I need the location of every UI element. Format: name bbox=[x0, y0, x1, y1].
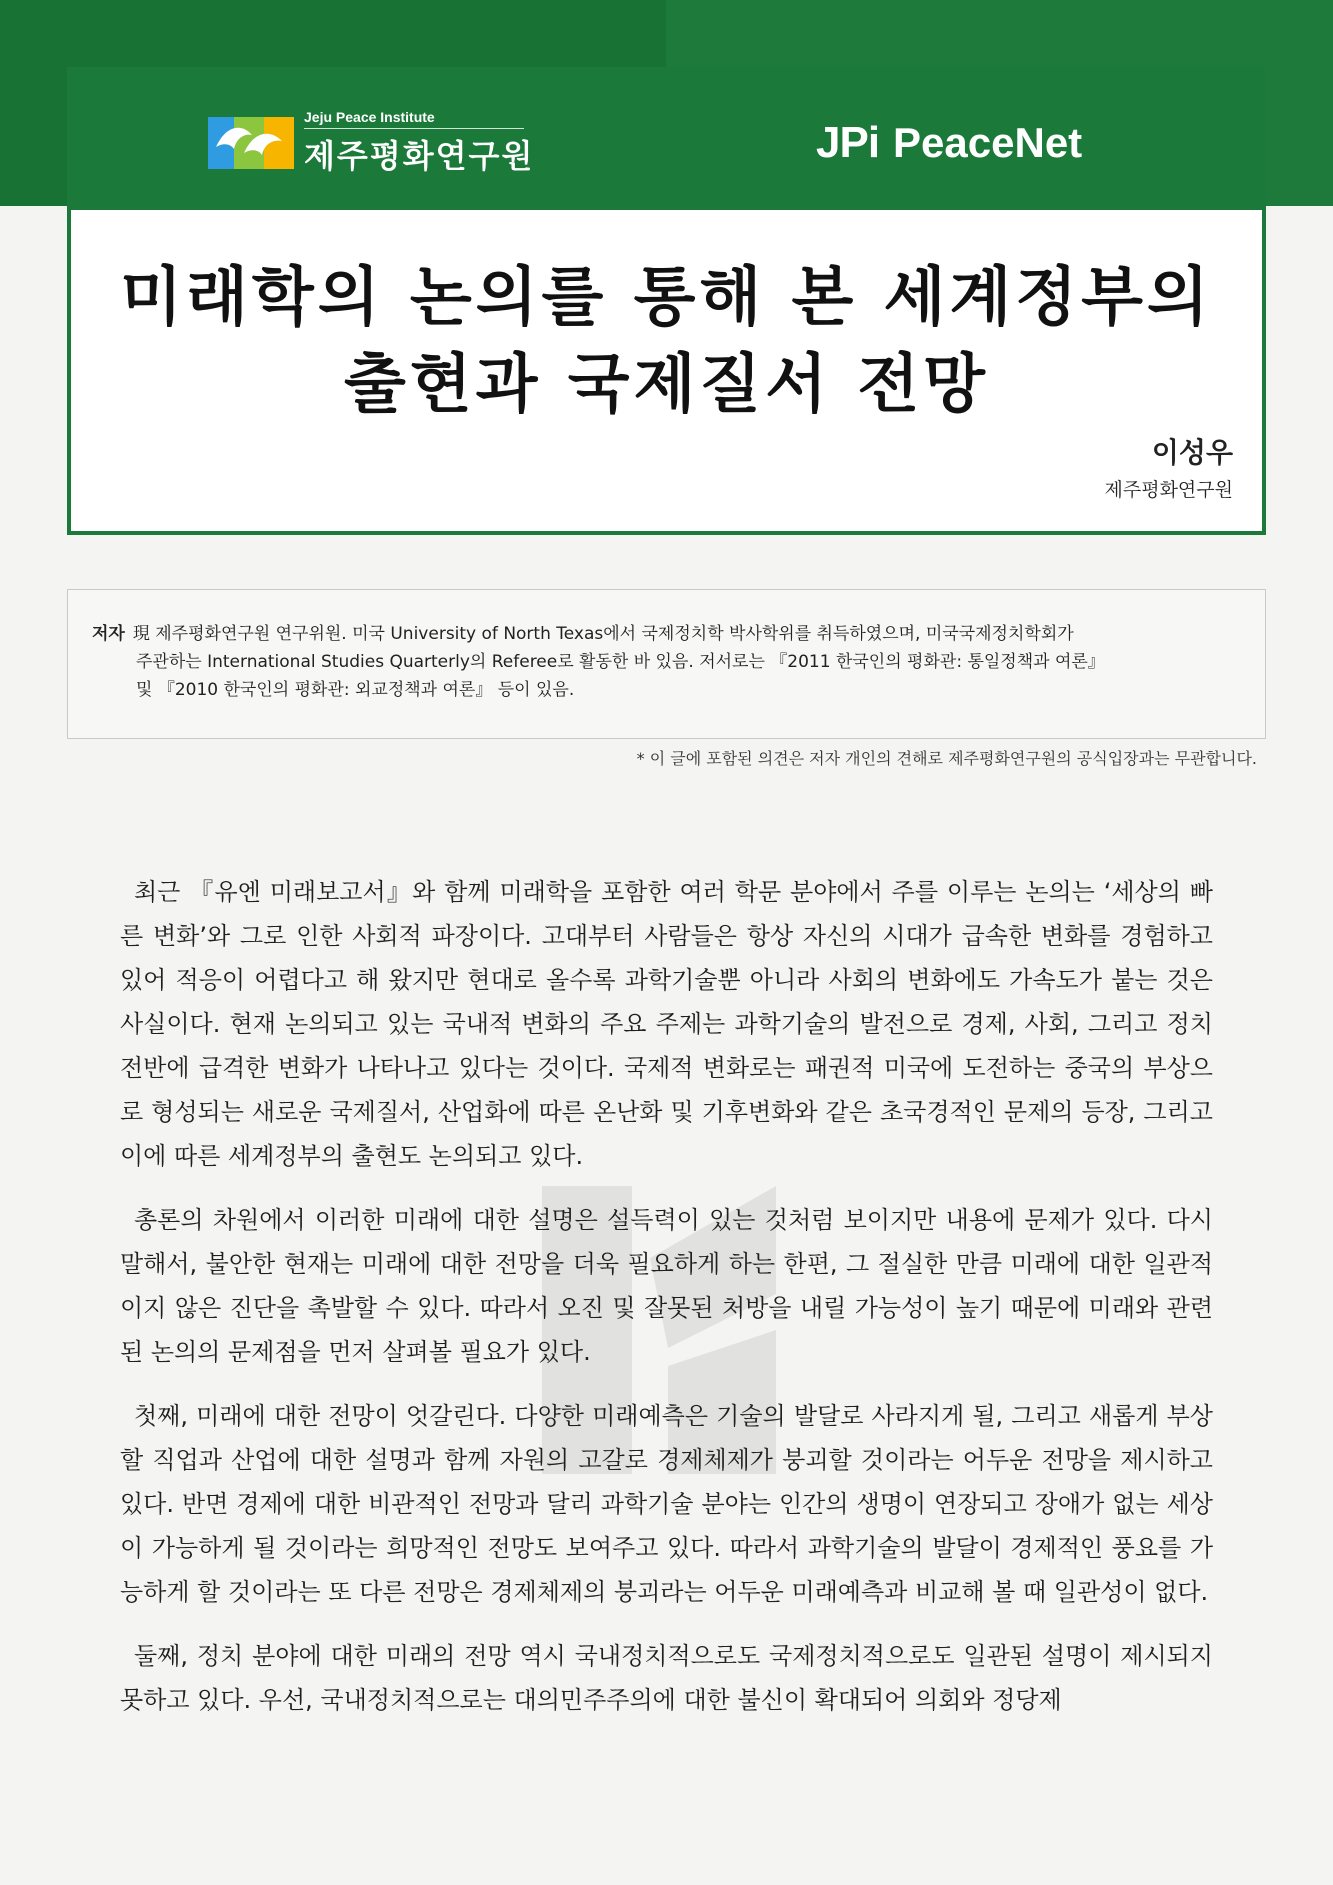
peacenet-wordmark: PeaceNet bbox=[893, 119, 1083, 166]
article-body bbox=[120, 870, 1213, 1742]
logo-english-name: Jeju Peace Institute bbox=[304, 109, 524, 129]
jeju-peace-institute-logo bbox=[208, 111, 534, 175]
body-paragraph-3: 첫째, 미래에 대한 전망이 엇갈린다. 다양한 미래예측은 기술의 발달로 사라지게 될, 그리고 새롭게 부상할 직업과 산업에 대한 설명과 함께 자원의 고갈로 경제체제가 붕괴할 것이라는 어두운 전망을 제시하고 있다. 반면 경제에 대한 비관적인 전망과 달리 과학기술 분야는 인간의 생명이 연장되고 장애가 없는 세상이 가능하게 될 것이라는 희망적인 전망도 보여주고 있다. 따라서 과학기술의 발달이 경제적인 풍요를 가능하게 할 것이라는 또 다른 전망은 경제체제의 붕괴라는 어두운 미래예측과 비교해 볼 때 일관성이 없다. bbox=[120, 1402, 1213, 1606]
logo-korean-name: 제주평화연구원 bbox=[304, 137, 535, 175]
author-bio bbox=[92, 620, 1242, 704]
author-bio-box bbox=[67, 589, 1266, 739]
jpi-wordmark: JPi bbox=[816, 118, 880, 167]
header-frame bbox=[67, 67, 1266, 535]
body-paragraph-2: 총론의 차원에서 이러한 미래에 대한 설명은 설득력이 있는 것처럼 보이지만 내용에 문제가 있다. 다시 말해서, 불안한 현재는 미래에 대한 전망을 더욱 필요하게 하는 한편, 그 절실한 만큼 미래에 대한 일관적이지 않은 진단을 촉발할 수 있다. 따라서 오진 및 잘못된 처방을 내릴 가능성이 높기 때문에 미래와 관련된 논의의 문제점을 먼저 살펴볼 필요가 있다. bbox=[120, 1206, 1213, 1366]
bio-line-3: 및 『2010 한국인의 평화관: 외교정책과 여론』 등이 있음. bbox=[136, 680, 575, 700]
author-name: 이성우 bbox=[1151, 436, 1233, 469]
bio-label: 저자 bbox=[92, 624, 125, 644]
document-title-line-2: 출현과 국제질서 전망 bbox=[344, 348, 989, 422]
bio-line-1: 現 제주평화연구원 연구위원. 미국 University of North Texas에서 국제정치학 박사학위를 취득하였으며, 미국국제정치학회가 bbox=[132, 624, 1074, 644]
disclaimer-note: * 이 글에 포함된 의견은 저자 개인의 견해로 제주평화연구원의 공식입장과는 무관합니다. bbox=[636, 749, 1257, 768]
bio-line-2: 주관하는 International Studies Quarterly의 Referee로 활동한 바 있음. 저서로는 『2011 한국인의 평화관: 통일정책과 여론』 bbox=[136, 652, 1105, 672]
author-affiliation: 제주평화연구원 bbox=[1104, 479, 1233, 501]
peacenet-logo bbox=[816, 118, 1082, 168]
dove-logo-icon bbox=[208, 113, 294, 173]
header-green-banner bbox=[71, 71, 1262, 210]
body-paragraph-1: 최근 『유엔 미래보고서』와 함께 미래학을 포함한 여러 학문 분야에서 주를 이루는 논의는 ‘세상의 빠른 변화’와 그로 인한 사회적 파장이다. 고대부터 사람들은 항상 자신의 시대가 급속한 변화를 경험하고 있어 적응이 어렵다고 해 왔지만 현대로 올수록 과학기술뿐 아니라 사회의 변화에도 가속도가 붙는 것은 사실이다. 현재 논의되고 있는 국내적 변화의 주요 주제는 과학기술의 발전으로 경제, 사회, 그리고 정치 전반에 급격한 변화가 나타나고 있다는 것이다. 국제적 변화로는 패권적 미국에 도전하는 중국의 부상으로 형성되는 새로운 국제질서, 산업화에 따른 온난화 및 기후변화와 같은 초국경적인 문제의 등장, 그리고 이에 따른 세계정부의 출현도 논의되고 있다. bbox=[120, 878, 1213, 1170]
document-title-line-1: 미래학의 논의를 통해 본 세계정부의 bbox=[120, 261, 1213, 335]
body-paragraph-4: 둘째, 정치 분야에 대한 미래의 전망 역시 국내정치적으로도 국제정치적으로도 일관된 설명이 제시되지 못하고 있다. 우선, 국내정치적으로는 대의민주주의에 대한 불신이 확대되어 의회와 정당제 bbox=[120, 1642, 1213, 1714]
